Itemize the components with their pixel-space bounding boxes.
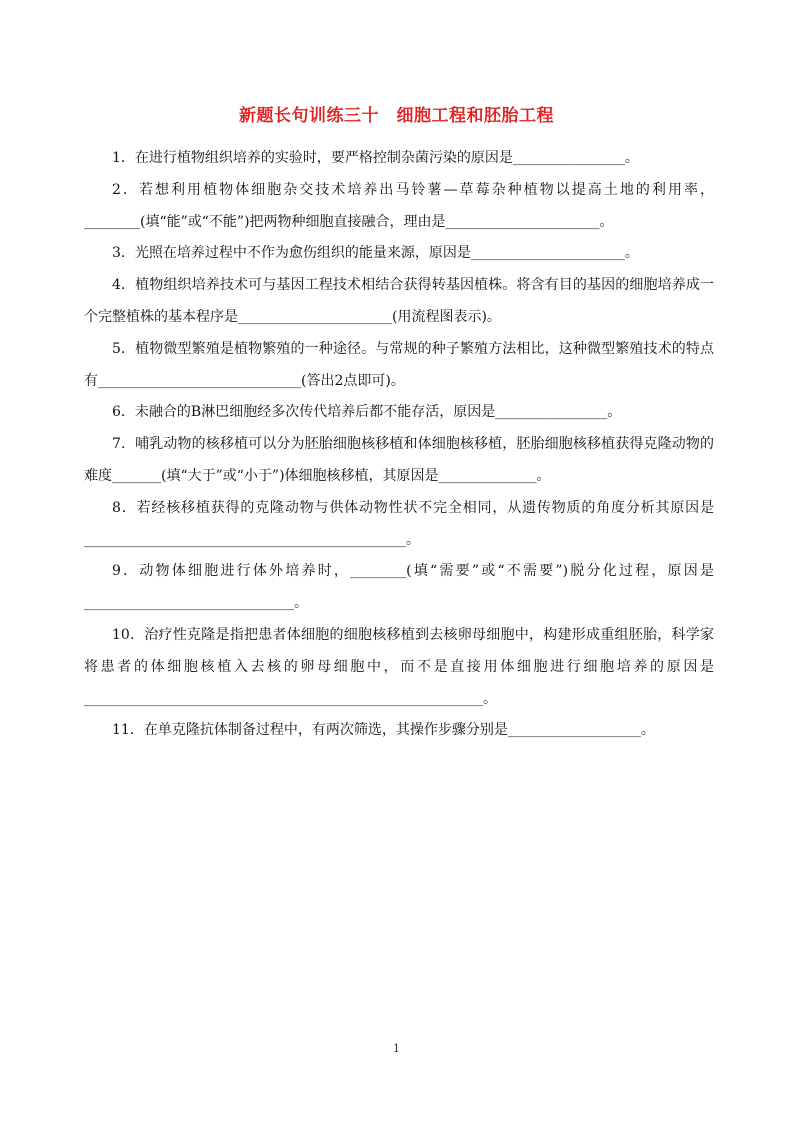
question-11: 11．在单克隆抗体制备过程中，有两次筛选，其操作步骤分别是___________________。 xyxy=(112,722,655,739)
page-number: 1 xyxy=(393,1042,400,1055)
question-4: 4．植物组织培养技术可与基因工程技术相结合获得转基因植株。将含有目的基因的细胞培养成一个完整植株的基本程序是______________________(用流程图表示)。 xyxy=(84,277,714,325)
question-3: 3．光照在培养过程中不作为愈伤组织的能量来源，原因是______________________。 xyxy=(112,245,639,262)
question-9: 9．动物体细胞进行体外培养时，________(填“需要”或“不需要”)脱分化过程，原因是______________________________。 xyxy=(84,563,714,612)
question-8: 8．若经核移植获得的克隆动物与供体动物性状不完全相同，从遗传物质的角度分析其原因是______________________________________________。 xyxy=(84,499,714,548)
question-5: 5．植物微型繁殖是植物繁殖的一种途径。与常规的种子繁殖方法相比，这种微型繁殖技术的特点有_____________________________(答出2点即可)。 xyxy=(84,340,714,389)
question-10: 10．治疗性克隆是指把患者体细胞的细胞核移植到去核卵母细胞中，构建形成重组胚胎，科学家将患者的体细胞核植入去核的卵母细胞中，而不是直接用体细胞进行细胞培养的原因是_________________________________________________________。 xyxy=(84,626,714,707)
question-list xyxy=(84,143,714,747)
question-2: 2．若想利用植物体细胞杂交技术培养出马铃薯—草莓杂种植物以提高土地的利用率，________(填“能”或“不能”)把两物种细胞直接融合，理由是______________________。 xyxy=(84,181,714,230)
question-7: 7．哺乳动物的核移植可以分为胚胎细胞核移植和体细胞核移植，胚胎细胞核移植获得克隆动物的难度_______(填“大于”或“小于”)体细胞核移植，其原因是______________。 xyxy=(84,436,714,484)
document-title: 新题长句训练三十 细胞工程和胚胎工程 xyxy=(239,106,554,126)
question-1: 1．在进行植物组织培养的实验时，要严格控制杂菌污染的原因是________________。 xyxy=(112,150,639,166)
question-6: 6．未融合的B淋巴细胞经多次传代培养后都不能存活，原因是________________。 xyxy=(112,404,622,421)
